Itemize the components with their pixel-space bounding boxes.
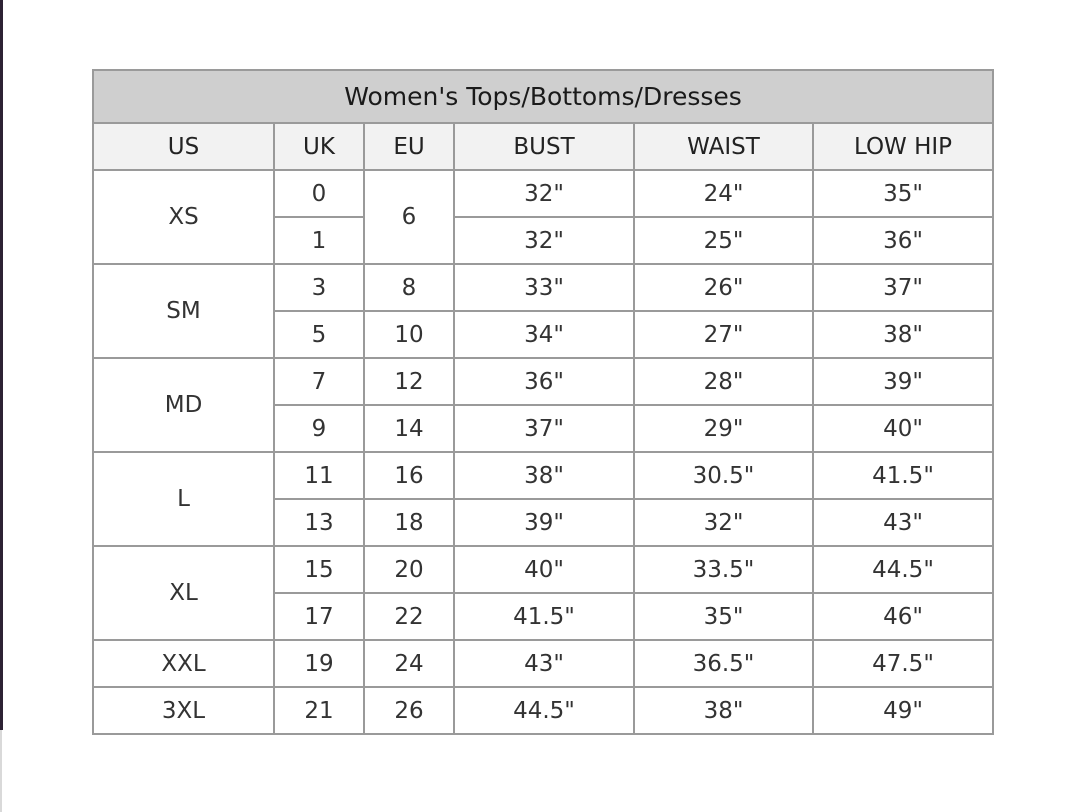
cell-eu: 10 [364,311,454,358]
table-row [93,358,993,405]
cell-low-hip: 47.5" [813,640,993,687]
cell-low-hip: 44.5" [813,546,993,593]
cell-eu: 24 [364,640,454,687]
cell-waist: 27" [634,311,813,358]
cell-eu: 22 [364,593,454,640]
table-row [93,546,993,593]
header-eu: EU [364,123,454,170]
cell-eu: 6 [364,170,454,264]
cell-waist: 29" [634,405,813,452]
cell-us: 3XL [93,687,274,734]
cell-waist: 36.5" [634,640,813,687]
header-low-hip: LOW HIP [813,123,993,170]
cell-eu: 12 [364,358,454,405]
cell-uk: 7 [274,358,364,405]
cell-bust: 37" [454,405,634,452]
header-waist: WAIST [634,123,813,170]
cell-low-hip: 37" [813,264,993,311]
cell-waist: 28" [634,358,813,405]
cell-bust: 33" [454,264,634,311]
cell-bust: 40" [454,546,634,593]
size-chart-table [92,69,994,735]
cell-uk: 13 [274,499,364,546]
cell-waist: 33.5" [634,546,813,593]
left-edge-strip-lower [0,730,2,812]
cell-bust: 43" [454,640,634,687]
cell-eu: 14 [364,405,454,452]
cell-eu: 8 [364,264,454,311]
header-uk: UK [274,123,364,170]
table-row [93,452,993,499]
cell-uk: 5 [274,311,364,358]
cell-bust: 34" [454,311,634,358]
cell-low-hip: 38" [813,311,993,358]
cell-bust: 41.5" [454,593,634,640]
cell-waist: 38" [634,687,813,734]
cell-waist: 24" [634,170,813,217]
cell-us: MD [93,358,274,452]
cell-bust: 39" [454,499,634,546]
cell-waist: 32" [634,499,813,546]
left-edge-strip [0,0,3,730]
cell-bust: 44.5" [454,687,634,734]
cell-waist: 35" [634,593,813,640]
cell-uk: 0 [274,170,364,217]
cell-low-hip: 41.5" [813,452,993,499]
cell-us: XXL [93,640,274,687]
cell-uk: 9 [274,405,364,452]
cell-uk: 15 [274,546,364,593]
cell-us: XL [93,546,274,640]
table-title-row [93,70,993,123]
cell-uk: 17 [274,593,364,640]
cell-waist: 30.5" [634,452,813,499]
cell-uk: 19 [274,640,364,687]
cell-eu: 20 [364,546,454,593]
cell-uk: 1 [274,217,364,264]
table-title: Women's Tops/Bottoms/Dresses [93,70,993,123]
cell-uk: 11 [274,452,364,499]
cell-bust: 32" [454,217,634,264]
cell-eu: 18 [364,499,454,546]
cell-low-hip: 49" [813,687,993,734]
cell-us: L [93,452,274,546]
cell-low-hip: 36" [813,217,993,264]
cell-waist: 25" [634,217,813,264]
table-header-row [93,123,993,170]
cell-uk: 3 [274,264,364,311]
table-row [93,687,993,734]
cell-bust: 38" [454,452,634,499]
table-row [93,264,993,311]
table-row [93,640,993,687]
cell-us: SM [93,264,274,358]
cell-us: XS [93,170,274,264]
header-us: US [93,123,274,170]
cell-bust: 32" [454,170,634,217]
cell-low-hip: 39" [813,358,993,405]
cell-uk: 21 [274,687,364,734]
cell-low-hip: 35" [813,170,993,217]
cell-low-hip: 43" [813,499,993,546]
cell-low-hip: 46" [813,593,993,640]
cell-low-hip: 40" [813,405,993,452]
table-row [93,170,993,217]
cell-eu: 26 [364,687,454,734]
cell-eu: 16 [364,452,454,499]
cell-waist: 26" [634,264,813,311]
cell-bust: 36" [454,358,634,405]
header-bust: BUST [454,123,634,170]
